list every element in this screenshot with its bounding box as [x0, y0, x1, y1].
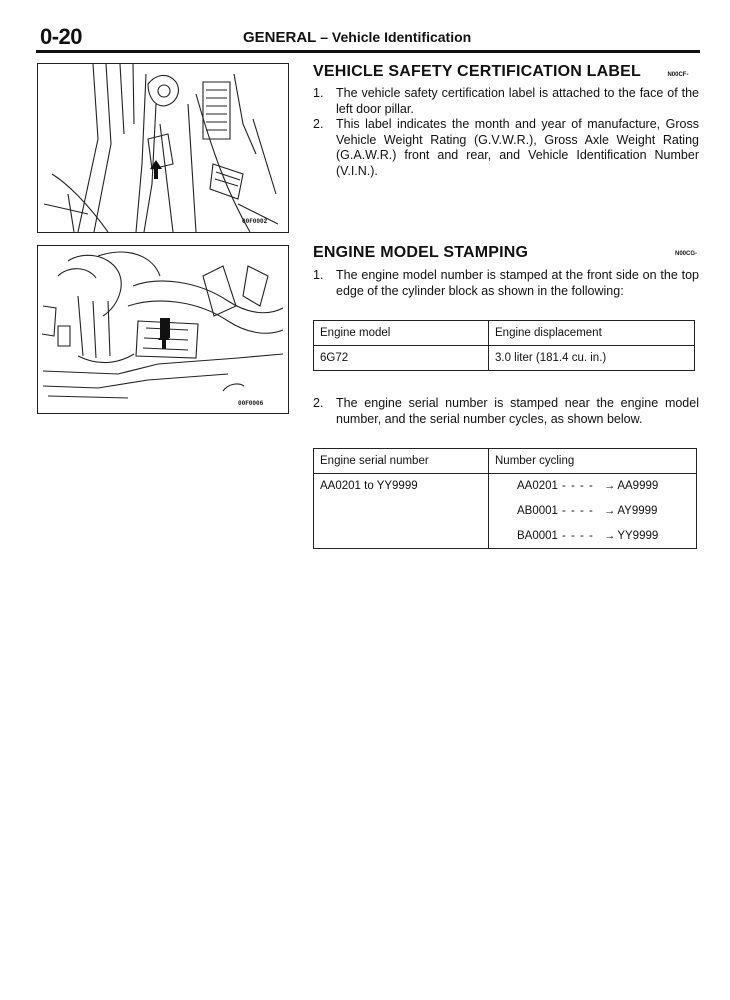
cycle-dash: - - - - — [561, 530, 594, 542]
cycle-row — [517, 480, 658, 492]
table-header-cell: Engine displacement — [489, 321, 695, 346]
table-cell: 6G72 — [314, 346, 489, 371]
page-title — [243, 29, 471, 46]
list-item — [313, 268, 699, 299]
door-pillar-drawing — [38, 64, 288, 232]
cycle-to: AY9999 — [617, 505, 658, 517]
page-title-main: GENERAL — [243, 29, 317, 46]
table-header-row — [314, 449, 697, 474]
engine-model-table — [313, 320, 695, 371]
cycle-to: YY9999 — [617, 530, 659, 542]
cycle-from: AA0201 — [517, 480, 558, 492]
door-pillar-illustration — [37, 63, 289, 233]
table-header-cell: Engine model — [314, 321, 489, 346]
arrow-right-icon: → — [603, 505, 616, 517]
cycle-from: AB0001 — [517, 505, 558, 517]
figure-code: 00F0002 — [242, 218, 268, 225]
cycle-dash: - - - - — [561, 505, 594, 517]
table-header-cell: Number cycling — [489, 449, 697, 474]
list-item-text: The engine serial number is stamped near the engine model number, and the serial number cycles, as shown below. — [336, 396, 699, 426]
page-number: 0-20 — [40, 24, 83, 49]
engine-illustration — [37, 245, 289, 414]
arrow-right-icon: → — [603, 530, 616, 542]
cycle-row — [517, 530, 658, 542]
table-header-cell: Engine serial number — [314, 449, 489, 474]
list-item-number: 2. — [313, 117, 324, 131]
cycle-row — [517, 505, 657, 517]
list-item-number: 2. — [313, 396, 324, 410]
section-code: N00CF- — [667, 72, 689, 78]
table-cell: AA0201 to YY9999 — [314, 474, 489, 549]
section-title: ENGINE MODEL STAMPING — [313, 244, 529, 261]
cycle-from: BA0001 — [517, 530, 558, 542]
list-item — [313, 396, 699, 427]
header-divider — [36, 50, 700, 53]
section-code: N00CG- — [674, 251, 697, 257]
table-header-row — [314, 321, 695, 346]
list-item-number: 1. — [313, 268, 324, 282]
section-engine-model-stamping-heading — [313, 244, 699, 262]
list-item-text: This label indicates the month and year of manufacture, Gross Vehicle Weight Rating (G.V.W.R.), Gross Axle Weight Rating (G.A.W.R.) front and rear, and Vehicle Identification Number (V.I.N.). — [336, 117, 699, 178]
list-item-text: The vehicle safety certification label is attached to the face of the left door pillar. — [336, 86, 699, 116]
list-item — [313, 117, 699, 179]
list-item — [313, 86, 699, 117]
table-cell: 3.0 liter (181.4 cu. in.) — [489, 346, 695, 371]
cycle-dash: - - - - — [561, 480, 594, 492]
arrow-right-icon: → — [603, 480, 616, 492]
section-title: VEHICLE SAFETY CERTIFICATION LABEL — [313, 63, 641, 80]
cycle-to: AA9999 — [617, 480, 659, 492]
page-title-sub: – Vehicle Identification — [320, 29, 472, 45]
engine-drawing — [38, 246, 288, 413]
list-item-number: 1. — [313, 86, 324, 100]
figure-code: 00F0006 — [238, 400, 264, 407]
table-row — [314, 346, 695, 371]
list-item-text: The engine model number is stamped at the front side on the top edge of the cylinder block as shown in the following: — [336, 268, 699, 298]
section-vehicle-safety-label-heading — [313, 63, 688, 81]
